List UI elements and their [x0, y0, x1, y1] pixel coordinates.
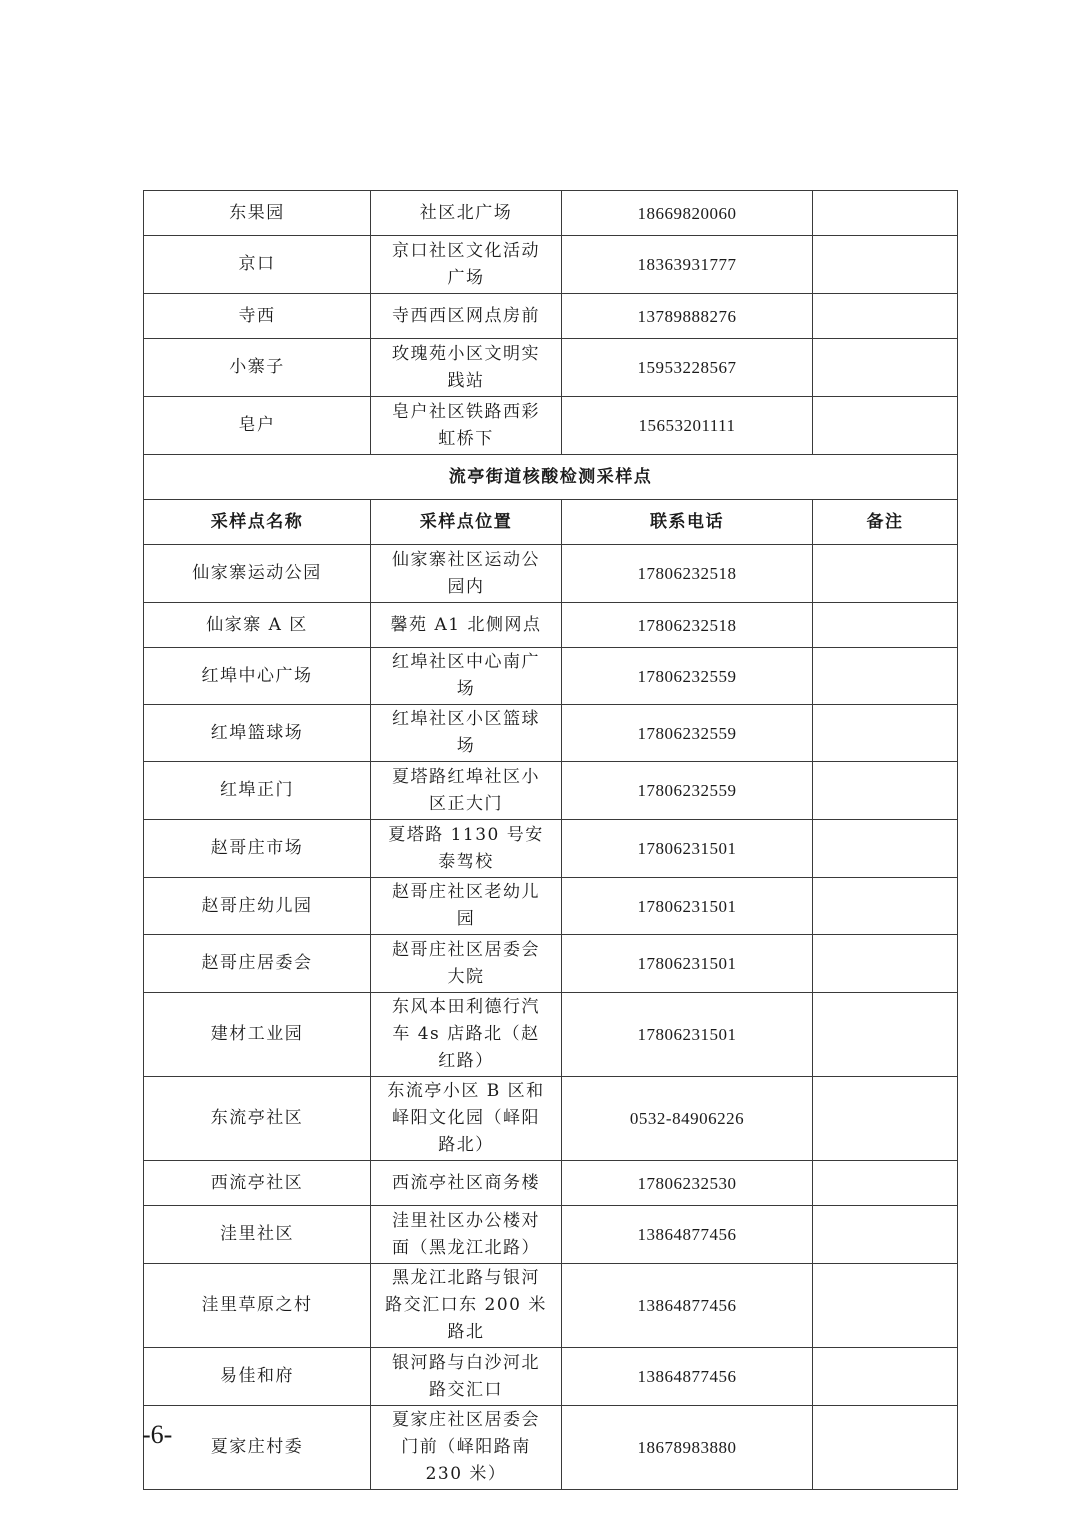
- name-cell: 东流亭社区: [144, 1077, 371, 1161]
- location-cell: 红埠社区小区篮球场: [371, 705, 562, 762]
- header-location: 采样点位置: [371, 500, 562, 545]
- location-cell: 赵哥庄社区老幼儿园: [371, 878, 562, 935]
- note-cell: [813, 1406, 958, 1490]
- location-cell: 黑龙江北路与银河路交汇口东 200 米路北: [371, 1264, 562, 1348]
- note-cell: [813, 294, 958, 339]
- location-cell: 寺西西区网点房前: [371, 294, 562, 339]
- table-row: [144, 1264, 958, 1348]
- header-phone: 联系电话: [562, 500, 813, 545]
- phone-cell: 17806232518: [562, 545, 813, 603]
- name-cell: 仙家寨 A 区: [144, 603, 371, 648]
- note-cell: [813, 1348, 958, 1406]
- table-row: [144, 294, 958, 339]
- name-cell: 赵哥庄市场: [144, 820, 371, 878]
- phone-cell: 18363931777: [562, 236, 813, 294]
- phone-cell: 13864877456: [562, 1206, 813, 1264]
- sampling-points-table: [143, 190, 958, 1490]
- phone-cell: 17806232559: [562, 762, 813, 820]
- phone-cell: 13864877456: [562, 1348, 813, 1406]
- name-cell: 洼里草原之村: [144, 1264, 371, 1348]
- location-cell: 馨苑 A1 北侧网点: [371, 603, 562, 648]
- note-cell: [813, 397, 958, 455]
- header-name: 采样点名称: [144, 500, 371, 545]
- table-row: [144, 1206, 958, 1264]
- location-cell: 皂户社区铁路西彩虹桥下: [371, 397, 562, 455]
- name-cell: 寺西: [144, 294, 371, 339]
- name-cell: 东果园: [144, 191, 371, 236]
- note-cell: [813, 993, 958, 1077]
- table-row: [144, 1348, 958, 1406]
- note-cell: [813, 1161, 958, 1206]
- phone-cell: 18669820060: [562, 191, 813, 236]
- table-row: [144, 820, 958, 878]
- table-row: [144, 236, 958, 294]
- phone-cell: 17806231501: [562, 820, 813, 878]
- phone-cell: 17806231501: [562, 935, 813, 993]
- table-row: [144, 935, 958, 993]
- name-cell: 红埠正门: [144, 762, 371, 820]
- name-cell: 建材工业园: [144, 993, 371, 1077]
- name-cell: 京口: [144, 236, 371, 294]
- name-cell: 红埠中心广场: [144, 648, 371, 705]
- header-row: [144, 500, 958, 545]
- name-cell: 红埠篮球场: [144, 705, 371, 762]
- phone-cell: 17806232559: [562, 648, 813, 705]
- section-title: 流亭街道核酸检测采样点: [144, 455, 958, 500]
- phone-cell: 17806231501: [562, 878, 813, 935]
- phone-cell: 17806231501: [562, 993, 813, 1077]
- note-cell: [813, 648, 958, 705]
- location-cell: 夏塔路 1130 号安泰驾校: [371, 820, 562, 878]
- table-row: [144, 705, 958, 762]
- table-row: [144, 648, 958, 705]
- table-row: [144, 993, 958, 1077]
- name-cell: 夏家庄村委: [144, 1406, 371, 1490]
- table-row: [144, 878, 958, 935]
- table-row: [144, 762, 958, 820]
- phone-cell: 17806232559: [562, 705, 813, 762]
- name-cell: 皂户: [144, 397, 371, 455]
- table-row: [144, 1161, 958, 1206]
- location-cell: 银河路与白沙河北路交汇口: [371, 1348, 562, 1406]
- page-number: -6-: [142, 1420, 173, 1449]
- location-cell: 社区北广场: [371, 191, 562, 236]
- note-cell: [813, 603, 958, 648]
- note-cell: [813, 705, 958, 762]
- location-cell: 夏家庄社区居委会门前（峄阳路南 230 米）: [371, 1406, 562, 1490]
- phone-cell: 0532-84906226: [562, 1077, 813, 1161]
- note-cell: [813, 1206, 958, 1264]
- note-cell: [813, 878, 958, 935]
- location-cell: 东流亭小区 B 区和峄阳文化园（峄阳路北）: [371, 1077, 562, 1161]
- name-cell: 易佳和府: [144, 1348, 371, 1406]
- location-cell: 夏塔路红埠社区小区正大门: [371, 762, 562, 820]
- location-cell: 玫瑰苑小区文明实践站: [371, 339, 562, 397]
- table-row: [144, 603, 958, 648]
- table-row: [144, 397, 958, 455]
- phone-cell: 17806232518: [562, 603, 813, 648]
- section-title-row: [144, 455, 958, 500]
- note-cell: [813, 762, 958, 820]
- location-cell: 东风本田利德行汽车 4s 店路北（赵红路）: [371, 993, 562, 1077]
- note-cell: [813, 1077, 958, 1161]
- name-cell: 仙家寨运动公园: [144, 545, 371, 603]
- phone-cell: 18678983880: [562, 1406, 813, 1490]
- table-row: [144, 339, 958, 397]
- phone-cell: 15653201111: [562, 397, 813, 455]
- name-cell: 赵哥庄幼儿园: [144, 878, 371, 935]
- location-cell: 京口社区文化活动广场: [371, 236, 562, 294]
- phone-cell: 13864877456: [562, 1264, 813, 1348]
- location-cell: 仙家寨社区运动公园内: [371, 545, 562, 603]
- table-row: [144, 191, 958, 236]
- name-cell: 洼里社区: [144, 1206, 371, 1264]
- name-cell: 小寨子: [144, 339, 371, 397]
- phone-cell: 13789888276: [562, 294, 813, 339]
- name-cell: 西流亭社区: [144, 1161, 371, 1206]
- table-row: [144, 1077, 958, 1161]
- note-cell: [813, 236, 958, 294]
- location-cell: 西流亭社区商务楼: [371, 1161, 562, 1206]
- header-note: 备注: [813, 500, 958, 545]
- table-row: [144, 545, 958, 603]
- note-cell: [813, 1264, 958, 1348]
- note-cell: [813, 935, 958, 993]
- name-cell: 赵哥庄居委会: [144, 935, 371, 993]
- location-cell: 红埠社区中心南广场: [371, 648, 562, 705]
- note-cell: [813, 820, 958, 878]
- phone-cell: 15953228567: [562, 339, 813, 397]
- table-row: [144, 1406, 958, 1490]
- location-cell: 赵哥庄社区居委会大院: [371, 935, 562, 993]
- note-cell: [813, 191, 958, 236]
- location-cell: 洼里社区办公楼对面（黑龙江北路）: [371, 1206, 562, 1264]
- note-cell: [813, 339, 958, 397]
- phone-cell: 17806232530: [562, 1161, 813, 1206]
- note-cell: [813, 545, 958, 603]
